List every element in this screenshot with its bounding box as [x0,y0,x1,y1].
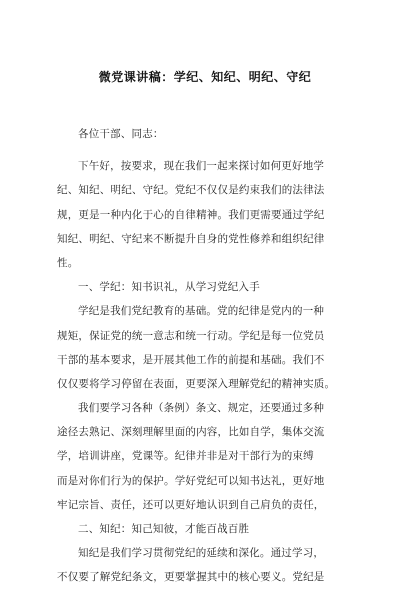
paragraph-line: 纪、知纪、明纪、守纪。党纪不仅仅是约束我们的法律法 [57,184,325,197]
spacer [57,146,353,154]
paragraph-line: 学，培训讲座，党课等。纪律并非是对干部行为的束缚 [57,450,314,463]
section-heading-2: 二、知纪：知己知彼，才能百战百胜 [78,523,250,535]
paragraph-line: 途径去熟记、深刻理解里面的内容，比如自学，集体交流 [57,426,325,439]
paragraph-line: 规矩，保证党的统一意志和统一行动。学纪是每一位党员 [57,329,325,342]
paragraph-line: 干部的基本要求，是开展其他工作的前提和基础。我们不 [57,353,325,366]
greeting: 各位干部、同志： [78,128,164,140]
paragraph-line: 性。 [57,256,79,269]
paragraph-line: 我们要学习各种（条例）条文、规定，还要通过多种 [78,402,325,415]
document-title: 微党课讲稿：学纪、知纪、明纪、守纪 [98,70,312,84]
paragraph-line: 仅仅要将学习停留在表面，更要深入理解党纪的精神实质。 [57,377,336,390]
paragraph-line: 而是对你们行为的保护。学好党纪可以知书达礼，更好地 [57,474,325,487]
paragraph-study-methods [57,396,353,517]
document-body [57,122,353,590]
paragraph-learn [57,299,353,396]
paragraph-intro [57,154,353,275]
paragraph-line: 不仅要了解党纪条文，更要掌握其中的核心要义。党纪是 [57,571,325,584]
section-heading-1: 一、学纪：知书识礼，从学习党纪入手 [78,281,260,294]
paragraph-line: 下午好，按要求，现在我们一起来探讨如何更好地学 [78,160,325,173]
paragraph-line: 牢记宗旨、责任，还可以更好地认识到自己肩负的责任， [57,498,325,511]
paragraph-line: 知纪是我们学习贯彻党纪的延续和深化。通过学习， [78,547,325,560]
paragraph-line: 学纪是我们党纪教育的基础。党的纪律是党内的一种 [78,305,325,318]
paragraph-line: 规，更是一种内化于心的自律精神。我们更需要通过学纪 [57,208,325,221]
paragraph-line: 知纪、明纪、守纪来不断提升自身的党性修养和组织纪律 [57,232,325,245]
paragraph-know [57,541,353,589]
